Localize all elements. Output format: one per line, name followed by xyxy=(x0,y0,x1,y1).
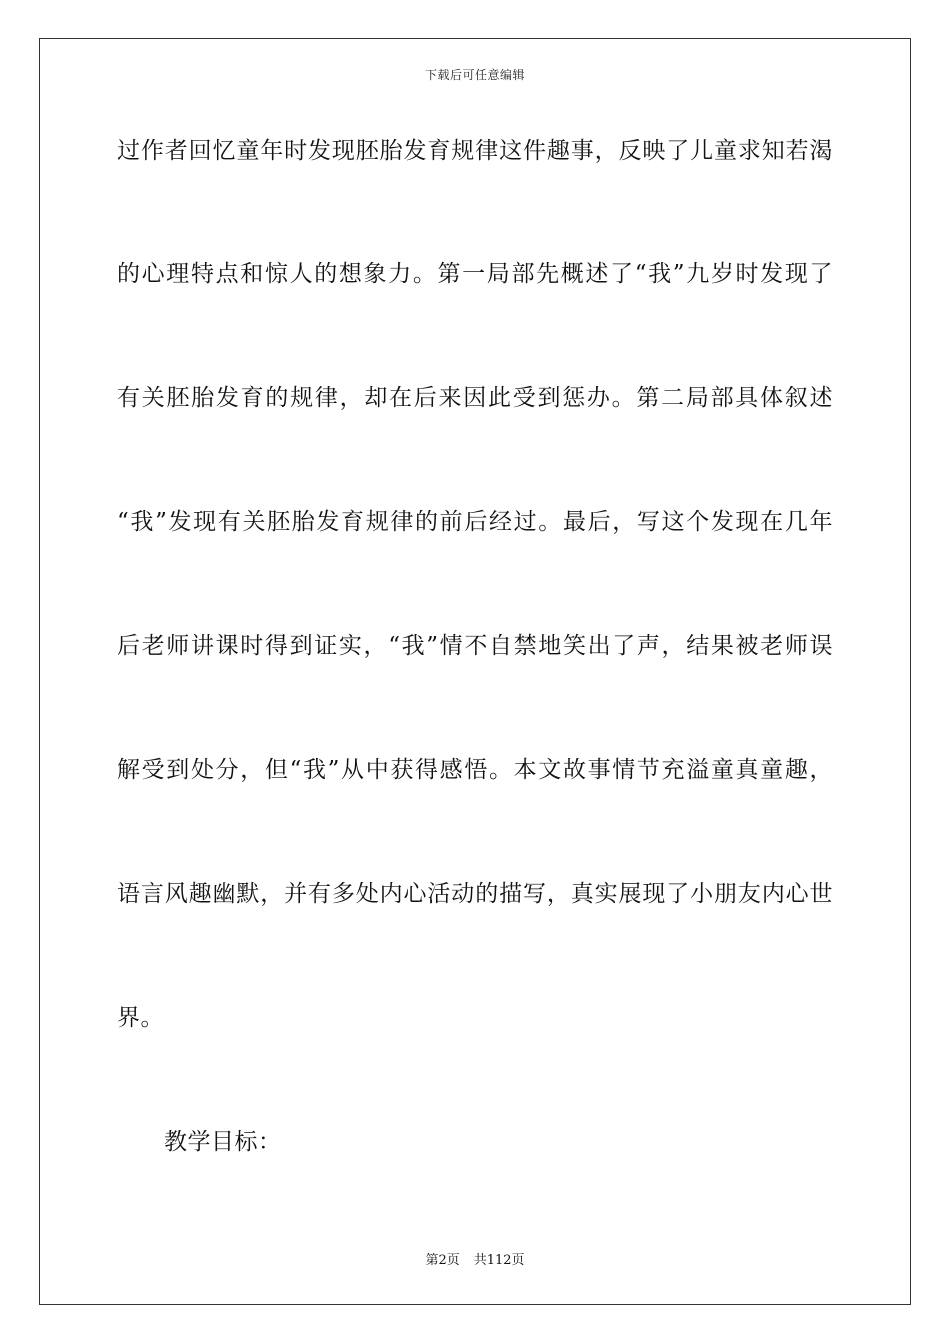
paragraph-line-8: 界。 xyxy=(117,1005,164,1031)
paragraph-line-4: “我”发现有关胚胎发育规律的前后经过。最后，写这个发现在几年 xyxy=(117,509,833,535)
page-footer xyxy=(0,1249,950,1268)
paragraph-line-5: 后老师讲课时得到证实，“我”情不自禁地笑出了声，结果被老师误 xyxy=(117,633,833,659)
header-note: 下载后可任意编辑 xyxy=(424,68,525,82)
page-total: 共112页 xyxy=(473,1253,525,1268)
paragraph-line-1: 过作者回忆童年时发现胚胎发育规律这件趣事，反映了儿童求知若渴 xyxy=(117,138,833,164)
paragraph-line-3: 有关胚胎发育的规律，却在后来因此受到惩办。第二局部具体叙述 xyxy=(117,385,833,411)
paragraph-line-7: 语言风趣幽默，并有多处内心活动的描写，真实展现了小朋友内心世 xyxy=(117,881,833,907)
page-number: 第2页 xyxy=(425,1253,460,1268)
paragraph-line-2: 的心理特点和惊人的想象力。第一局部先概述了“我”九岁时发现了 xyxy=(117,261,833,287)
paragraph-line-6: 解受到处分，但“我”从中获得感悟。本文故事情节充溢童真童趣， xyxy=(117,757,833,783)
section-heading: 教学目标： xyxy=(164,1129,282,1155)
page-border xyxy=(39,38,911,1305)
